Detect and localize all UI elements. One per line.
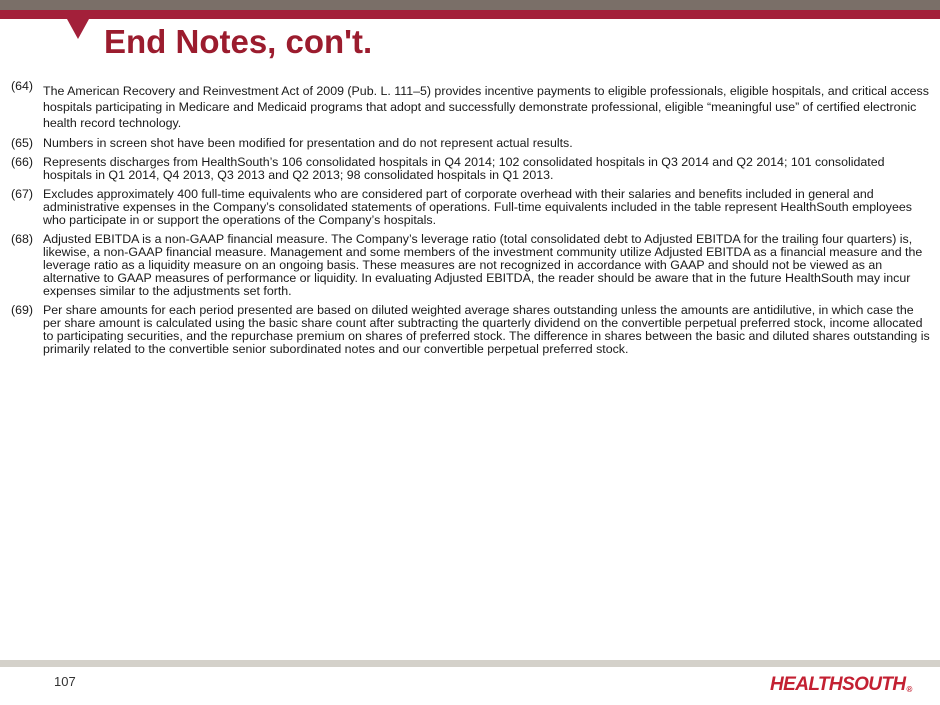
end-note-number: (68) xyxy=(11,232,34,246)
end-note-number: (69) xyxy=(11,303,34,317)
end-note-69 xyxy=(11,304,933,356)
end-note-number: (67) xyxy=(11,187,34,201)
page-title: End Notes, con't. xyxy=(104,23,373,60)
end-note-68 xyxy=(11,233,933,298)
end-note-67 xyxy=(11,188,933,227)
end-note-65 xyxy=(11,137,933,150)
end-note-text: Numbers in screen shot have been modified for presentation and do not represent actual results. xyxy=(43,136,573,150)
end-note-text: Adjusted EBITDA is a non-GAAP financial measure. The Company’s leverage ratio (total consolidated debt to Adjusted EBITDA for the trailing four quarters) is, likewise, a non-GAAP financial measure. Management and some members of the investment community utilize Adjusted EBITDA as a financial measure and the leverage ratio as a liquidity measure on an ongoing basis. These measures are not recognized in accordance with GAAP and should not be viewed as an alternative to GAAP measures of performance or liquidity. In evaluating Adjusted EBITDA, the reader should be aware that in the future HealthSouth may incur expenses similar to the adjustments set forth. xyxy=(43,232,923,298)
end-note-text: Represents discharges from HealthSouth’s 106 consolidated hospitals in Q4 2014; 102 consolidated hospitals in Q3 2014 and Q2 2014; 101 consolidated hospitals in Q1 2014, Q4 2013, Q3 2013 and Q2 2013; 98 consolidated hospitals in Q1 2013. xyxy=(43,155,885,182)
end-note-number: (64) xyxy=(11,79,34,93)
page-number: 107 xyxy=(54,674,76,689)
end-note-66 xyxy=(11,156,933,182)
end-note-64 xyxy=(11,79,933,131)
header-red-band xyxy=(0,10,940,19)
end-notes-list xyxy=(11,79,933,362)
footer-band xyxy=(0,660,940,667)
registered-mark-icon: ® xyxy=(906,685,912,694)
end-note-number: (65) xyxy=(11,136,34,150)
end-note-text: Excludes approximately 400 full-time equivalents who are considered part of corporate overhead with their salaries and benefits included in general and administrative expenses in the Company’s consolidated statements of operations. Full-time equivalents included in the table represent HealthSouth employees who participate in or support the operations of the Company’s hospitals. xyxy=(43,187,912,227)
header-gray-band xyxy=(0,0,940,10)
header-triangle-icon xyxy=(67,19,89,39)
end-note-number: (66) xyxy=(11,155,34,169)
logo-wordmark: HEALTHSOUTH xyxy=(770,674,906,695)
end-note-text: Per share amounts for each period presented are based on diluted weighted average shares outstanding unless the amounts are antidilutive, in which case the per share amount is calculated using the basic share count after subtracting the quarterly dividend on the convertible perpetual preferred stock, income allocated to participating securities, and the repurchase premium on shares of preferred stock. The difference in shares between the basic and diluted shares outstanding is primarily related to the convertible senior subordinated notes and our convertible perpetual preferred stock. xyxy=(43,303,930,356)
healthsouth-logo xyxy=(770,674,912,696)
end-note-text: The American Recovery and Reinvestment Act of 2009 (Pub. L. 111–5) provides incentive payments to eligible professionals, eligible hospitals, and critical access hospitals participating in Medicare and Medicaid programs that adopt and successfully demonstrate professional, eligible “meaningful use” of certified electronic health record technology. xyxy=(43,84,929,130)
